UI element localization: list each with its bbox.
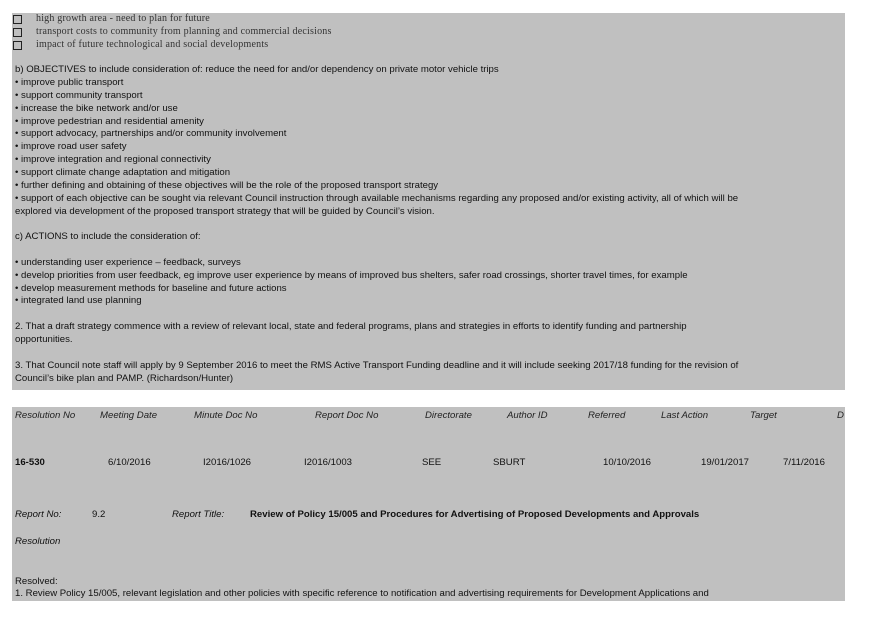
checklist-item xyxy=(12,13,412,26)
checklist-text: impact of future technological and social developments xyxy=(36,39,269,50)
report-title-label: Report Title: xyxy=(172,509,225,520)
cell-last-action: 19/01/2017 xyxy=(701,457,750,468)
resolution-record-panel xyxy=(12,407,845,601)
action-item: • develop measurement methods for baseline and future actions xyxy=(15,283,287,294)
report-no-value: 9.2 xyxy=(92,509,106,520)
report-title-value: Review of Policy 15/005 and Procedures for Advertising of Proposed Developments and Approvals xyxy=(250,509,700,520)
resolution-item-2: 2. That a draft strategy commence with a review of relevant local, state and federal programs, plans and strategies in efforts to identify funding and partnership xyxy=(15,321,687,332)
action-item: • develop priorities from user feedback, eg improve user experience by means of improved bus shelters, safer road crossings, shorter travel times, for example xyxy=(15,270,688,281)
objective-item: • improve road user safety xyxy=(15,141,127,152)
objectives-heading: b) OBJECTIVES to include consideration of: reduce the need for and/or dependency on private motor vehicle trips xyxy=(15,64,499,75)
resolution-item-3-cont: Council’s bike plan and PAMP. (Richardson/Hunter) xyxy=(15,373,234,384)
actions-heading: c) ACTIONS to include the consideration of: xyxy=(15,231,201,242)
col-referred: Referred xyxy=(588,410,626,421)
col-meeting-date: Meeting Date xyxy=(100,410,158,421)
objective-item: • improve public transport xyxy=(15,77,124,88)
checkbox[interactable] xyxy=(13,15,22,24)
col-d: D xyxy=(837,410,844,421)
objective-item: • improve pedestrian and residential amenity xyxy=(15,116,204,127)
report-no-label: Report No: xyxy=(15,509,62,520)
cell-directorate: SEE xyxy=(422,457,442,468)
checklist-text: transport costs to community from planning and commercial decisions xyxy=(36,26,332,37)
cell-author-id: SBURT xyxy=(493,457,526,468)
cell-meeting-date: 6/10/2016 xyxy=(108,457,151,468)
checklist-item xyxy=(12,39,412,52)
objective-item: • improve integration and regional connectivity xyxy=(15,154,211,165)
col-report-doc-no: Report Doc No xyxy=(315,410,379,421)
col-resolution-no: Resolution No xyxy=(15,410,76,421)
col-last-action: Last Action xyxy=(661,410,709,421)
col-author-id: Author ID xyxy=(507,410,548,421)
cell-report-doc-no: I2016/1003 xyxy=(304,457,353,468)
col-minute-doc-no: Minute Doc No xyxy=(194,410,258,421)
checkbox[interactable] xyxy=(13,41,22,50)
resolved-label: Resolved: xyxy=(15,576,58,587)
col-target: Target xyxy=(750,410,777,421)
objective-item: explored via development of the proposed transport strategy that will be guided by Council’s vision. xyxy=(15,206,435,217)
checkbox[interactable] xyxy=(13,28,22,37)
resolution-item-3: 3. That Council note staff will apply by 9 September 2016 to meet the RMS Active Transport Funding deadline and it will include seeking 2017/18 funding for the revision of xyxy=(15,360,739,371)
checklist-text: high growth area - need to plan for future xyxy=(36,13,210,24)
cell-minute-doc-no: I2016/1026 xyxy=(203,457,252,468)
objective-item: • increase the bike network and/or use xyxy=(15,103,178,114)
section-heading: Resolution xyxy=(15,536,61,547)
resolution-item-2-cont: opportunities. xyxy=(15,334,73,345)
checklist-item xyxy=(12,26,412,39)
objective-item: • support climate change adaptation and mitigation xyxy=(15,167,231,178)
objective-item: • support advocacy, partnerships and/or community involvement xyxy=(15,128,287,139)
cell-target: 7/11/2016 xyxy=(783,457,825,468)
objective-item: • support of each objective can be sought via relevant Council instruction through available mechanisms regarding any proposed and/or existing activity, all of which will be xyxy=(15,193,739,204)
objective-item: • support community transport xyxy=(15,90,143,101)
action-item: • understanding user experience – feedback, surveys xyxy=(15,257,241,268)
cell-resolution-no: 16-530 xyxy=(15,457,45,468)
col-directorate: Directorate xyxy=(425,410,472,421)
minutes-continuation-panel xyxy=(12,13,845,390)
cell-referred: 10/10/2016 xyxy=(603,457,652,468)
action-item: • integrated land use planning xyxy=(15,295,142,306)
resolved-item-1: 1. Review Policy 15/005, relevant legislation and other policies with specific reference to notification and advertising requirements for Development Applications and xyxy=(15,588,709,599)
objective-item: • further defining and obtaining of these objectives will be the role of the proposed transport strategy xyxy=(15,180,439,191)
